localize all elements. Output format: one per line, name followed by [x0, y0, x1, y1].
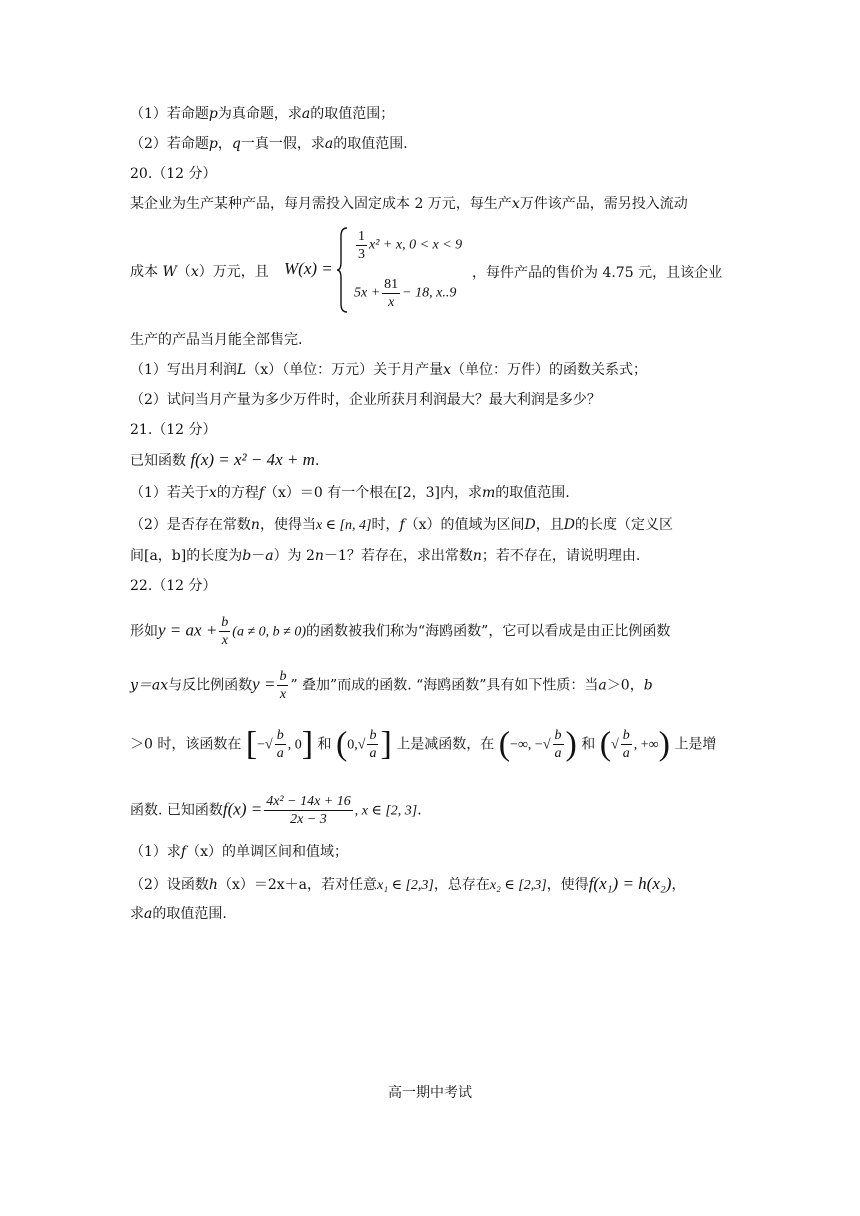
text: 成本 [130, 264, 158, 280]
piecewise-case2: 5x + $\frac{81}{x}$ − 18, x..9 [354, 277, 457, 310]
fraction: $\frac{\text{4x² − 14x + 16}}{2x - 3}$ [266, 794, 351, 827]
q20-sub2: （2）试问当月产量为多少万件时，企业所获月利润最大？最大利润是多少？ [130, 392, 601, 408]
text: 一真一假，求 [240, 136, 325, 152]
q21-sub1: （1）若关于x的方程f（x）＝0 有一个根在[2，3]内，求m的取值范围. [130, 485, 570, 501]
q22-line3: ＞0 时，该函数在 [−√ $\frac{b}{a}$ , 0] 和 (0,√ $\frac{b}{a}$ ] 上是减函数，在 (−∞, −√ $\frac{b}{a}$ ) 和 (√ $\frac{b}{a}$ , +∞) 上是增 [130, 725, 717, 763]
text: ， [217, 136, 232, 152]
q20-line3: 生产的产品当月能全部售完. [130, 332, 303, 348]
text: 的取值范围. [333, 136, 408, 152]
var-p: p [208, 136, 218, 152]
text: （2）若命题 [130, 136, 209, 152]
fraction: $\frac{81}{x}$ [384, 277, 399, 310]
q21-sub2-cont: 间[a，b]的长度为b－a）为 2n－1？若存在，求出常数n；若不存在，请说明理由. [130, 548, 641, 564]
piecewise-case1: $\frac{1}{3}$ x² + x, 0 < x < 9 [358, 229, 463, 262]
q20-line2-tail: ，每件产品的售价为 4.75 元，且该企业 [472, 265, 723, 281]
q21-line1: 已知函数 f(x) = x² − 4x + m. [130, 450, 320, 469]
fraction: $\frac{b}{a}$ [622, 728, 630, 761]
q19-part1 [130, 104, 394, 124]
q20-line2-lead [130, 262, 269, 282]
var-p: p [208, 106, 218, 122]
q20-sub1: （1）写出月利润L（x）（单位：万元）关于月产量x（单位：万件）的函数关系式； [130, 362, 648, 378]
var-a: a [324, 136, 334, 152]
var-q: q [231, 136, 241, 152]
piecewise-brace [336, 226, 350, 314]
text: （ [176, 264, 191, 280]
fraction: $\frac{b}{a}$ [276, 728, 284, 761]
q21-sub2: （2）是否存在常数n，使得当x ∈ [n, 4]时，f（x）的值域为区间D，且D的长度（定义区 [130, 517, 673, 533]
var-x: x [511, 196, 520, 212]
q22-sub2-cont: 求a的取值范围. [130, 906, 227, 922]
text: 万件该产品，需另投入流动 [519, 196, 688, 212]
fraction: $\frac{b}{x}$ [279, 669, 287, 702]
fraction: $\frac{b}{a}$ [554, 728, 562, 761]
q22-sub2: （2）设函数h（x）＝2x＋a，若对任意x₁ ∈ [2,3]，总存在x₂ ∈ [2,3]，使得f(x₁) = h(x₂)， [130, 874, 686, 893]
text: 的取值范围； [310, 106, 395, 122]
q22-line2: y＝ax与反比例函数y = $\frac{b}{x}$ ” 叠加”而成的函数. “海鸥函数”具有如下性质：当a＞0，b [130, 669, 653, 702]
text: ）万元，且 [198, 264, 269, 280]
q22-header: 22.（12 分） [130, 578, 217, 594]
fraction: $\frac{1}{3}$ [358, 229, 365, 262]
page-footer: 高一期中考试 [388, 1085, 472, 1101]
var-a: a [301, 106, 311, 122]
var-x: x [190, 264, 199, 280]
q20-header: 20.（12 分） [130, 166, 217, 182]
fraction: $\frac{b}{x}$ [221, 615, 229, 648]
text: 为真命题，求 [217, 106, 302, 122]
fraction: $\frac{b}{a}$ [369, 728, 377, 761]
q21-header: 21.（12 分） [130, 422, 217, 438]
text: （1）若命题 [130, 106, 209, 122]
q20-line1 [130, 194, 688, 214]
var-W: W [162, 264, 177, 280]
q19-part2 [130, 134, 408, 154]
q22-line1: 形如y = ax + $\frac{b}{x}$ (a ≠ 0, b ≠ 0)的函数被我们称为“海鸥函数”，它可以看成是由正比例函数 [130, 615, 671, 648]
text: 某企业为生产某种产品，每月需投入固定成本 2 万元，每生产 [130, 196, 512, 212]
piecewise-lhs: W(x) = [284, 259, 333, 278]
q22-line4: 函数. 已知函数f(x) = $\frac{\text{4x² − 14x + 16}}{2x - 3}$ , x ∈ [2, 3]. [130, 794, 422, 827]
q22-sub1: （1）求f（x）的单调区间和值域； [130, 844, 349, 860]
